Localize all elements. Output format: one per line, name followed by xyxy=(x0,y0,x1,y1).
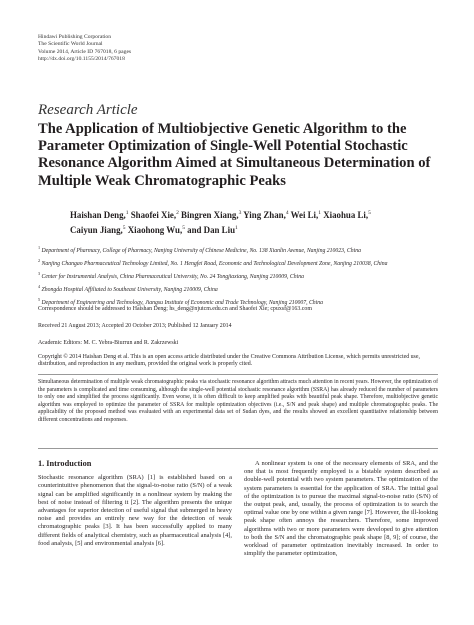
section-heading: 1. Introduction xyxy=(38,459,92,468)
intro-left-column xyxy=(38,460,232,548)
author: Bingren Xiang,$^3$ xyxy=(181,209,242,220)
editors-line: Academic Editors: M. C. Yebra-Biurrun and R. Zakrzewski xyxy=(38,340,179,346)
author: Ying Zhan,$^4$ xyxy=(243,209,289,220)
intro-paragraph: A nonlinear system is one of the necessary elements of SRA, and the one that is most frequently employed is a bistable system described as double-well potential with two system parameters. The optimization of the system parameters is essential for the application of SRA. The initial goal of the optimization is to pursue the maximal signal-to-noise ratio (S/N) of the output peak, and, usually, the process of optimization is to search the optimal value one by one within a given range [7]. However, the ill-looking peak shape often annoys the researchers. Therefore, some improved algorithms with two or more parameters were developed to give attention to both the S/N and the chromatographic peak shape [8, 9]; of course, the workload of parameter optimization inevitably increased. In order to simplify the parameter optimization, xyxy=(244,460,438,558)
publisher-name: Hindawi Publishing Corporation xyxy=(38,34,112,40)
author-list xyxy=(70,207,400,237)
author: Shaofei Xie,$^2$ xyxy=(130,209,179,220)
intro-paragraph: Stochastic resonance algorithm (SRA) [1] is established based on a counterintuitive phenomenon that the signal-to-noise ratio (S/N) of a weak signal can be amplified significantly in a nonlinear system by making the best of noise instead of filtering it [2]. The algorithm presents the unique advantages for superior detection of useful signal that submerged in heavy noise and provides an entirely new way for the detection of weak chromatographic peaks [3]. It has been successfully applied to many different fields of analytical chemistry, such as pharmaceutical analysis [4], food analysis, [5] and environmental analysis [6]. xyxy=(38,474,232,547)
author: Caiyun Jiang,$^5$ xyxy=(70,224,126,235)
affiliation: $^4$ Zhongda Hospital Affiliated to Southeast University, Nanjing 210009, China xyxy=(38,284,218,293)
doi-link[interactable]: http://dx.doi.org/10.1155/2014/767018 xyxy=(38,56,125,63)
divider xyxy=(38,374,438,375)
author: Xiaohong Wu,$^5$ xyxy=(127,224,185,235)
correspondence-line: Correspondence should be addressed to Haishan Deng; hs_deng@njutcm.edu.cn and Shaofei Xie; cpuxsf@163.com xyxy=(38,306,312,312)
author: Wei Li,$^1$ xyxy=(290,209,321,220)
volume-info: Volume 2014, Article ID 767018, 6 pages xyxy=(38,48,132,55)
affiliation: $^1$ Department of Pharmacy, College of Pharmacy, Nanjing University of Chinese Medicine, No. 138 Xianlin Avenue, Nanjing 210023, China xyxy=(38,245,361,254)
paper-title: The Application of Multiobjective Genetic Algorithm to the Parameter Optimization of Single-Well Potential Stochastic Resonance Algorithm Aimed at Simultaneous Determination of Multiple Weak Chromatographic Peaks xyxy=(38,121,431,189)
intro-right-column xyxy=(244,460,438,558)
copyright-notice: Copyright © 2014 Haishan Deng et al. This is an open access article distributed under the Creative Commons Attribution License, which permits unrestricted use, distribution, and reproduction in any medium, provided the original work is properly cited. xyxy=(38,354,420,368)
affiliation: $^3$ Center for Instrumental Analysis, China Pharmaceutical University, No. 24 Tongjiaxiang, Nanjing 210009, China xyxy=(38,271,304,280)
affiliation: $^2$ Nanjing Changao Pharmaceutical Technology Limited, No. 1 Hengfei Road, Economic and Technological Development Zone, Nanjing 210038, China xyxy=(38,258,388,267)
author: Haishan Deng,$^1$ xyxy=(70,209,129,220)
journal-masthead xyxy=(38,34,131,64)
dates-line: Received 21 August 2013; Accepted 20 October 2013; Published 12 January 2014 xyxy=(38,323,232,329)
divider xyxy=(38,448,438,449)
affiliation-list xyxy=(38,244,443,309)
article-type: Research Article xyxy=(38,102,138,118)
author: and Dan Liu$^1$ xyxy=(187,224,238,235)
abstract: Simultaneous determination of multiple weak chromatographic peaks via stochastic resonance algorithm attracts much attention in recent years. However, the optimization of the parameters is complicated and time consuming, although the single-well potential stochastic resonance algorithm (SSRA) has already reduced the number of parameters to only one and simplified the process significantly. Even worse, it is often difficult to keep amplified peaks with beautiful peak shape. Therefore, multiobjective genetic algorithm was employed to optimize the parameter of SSRA for multiple optimization objectives (i.e., S/N and peak shape) and multiple chromatographic peaks. The applicability of the proposed method was evaluated with an experimental data set of Sudan dyes, and the results showed an excellent quantitative relationship between different concentrations and responses. xyxy=(38,379,438,423)
journal-name: The Scientific World Journal xyxy=(38,41,103,48)
author: Xiaohua Li,$^5$ xyxy=(323,209,371,220)
affiliation: $^5$ Department of Engineering and Technology, Jiangsu Institute of Economic and Trade Technology, Nanjing 210007, China xyxy=(38,297,324,306)
